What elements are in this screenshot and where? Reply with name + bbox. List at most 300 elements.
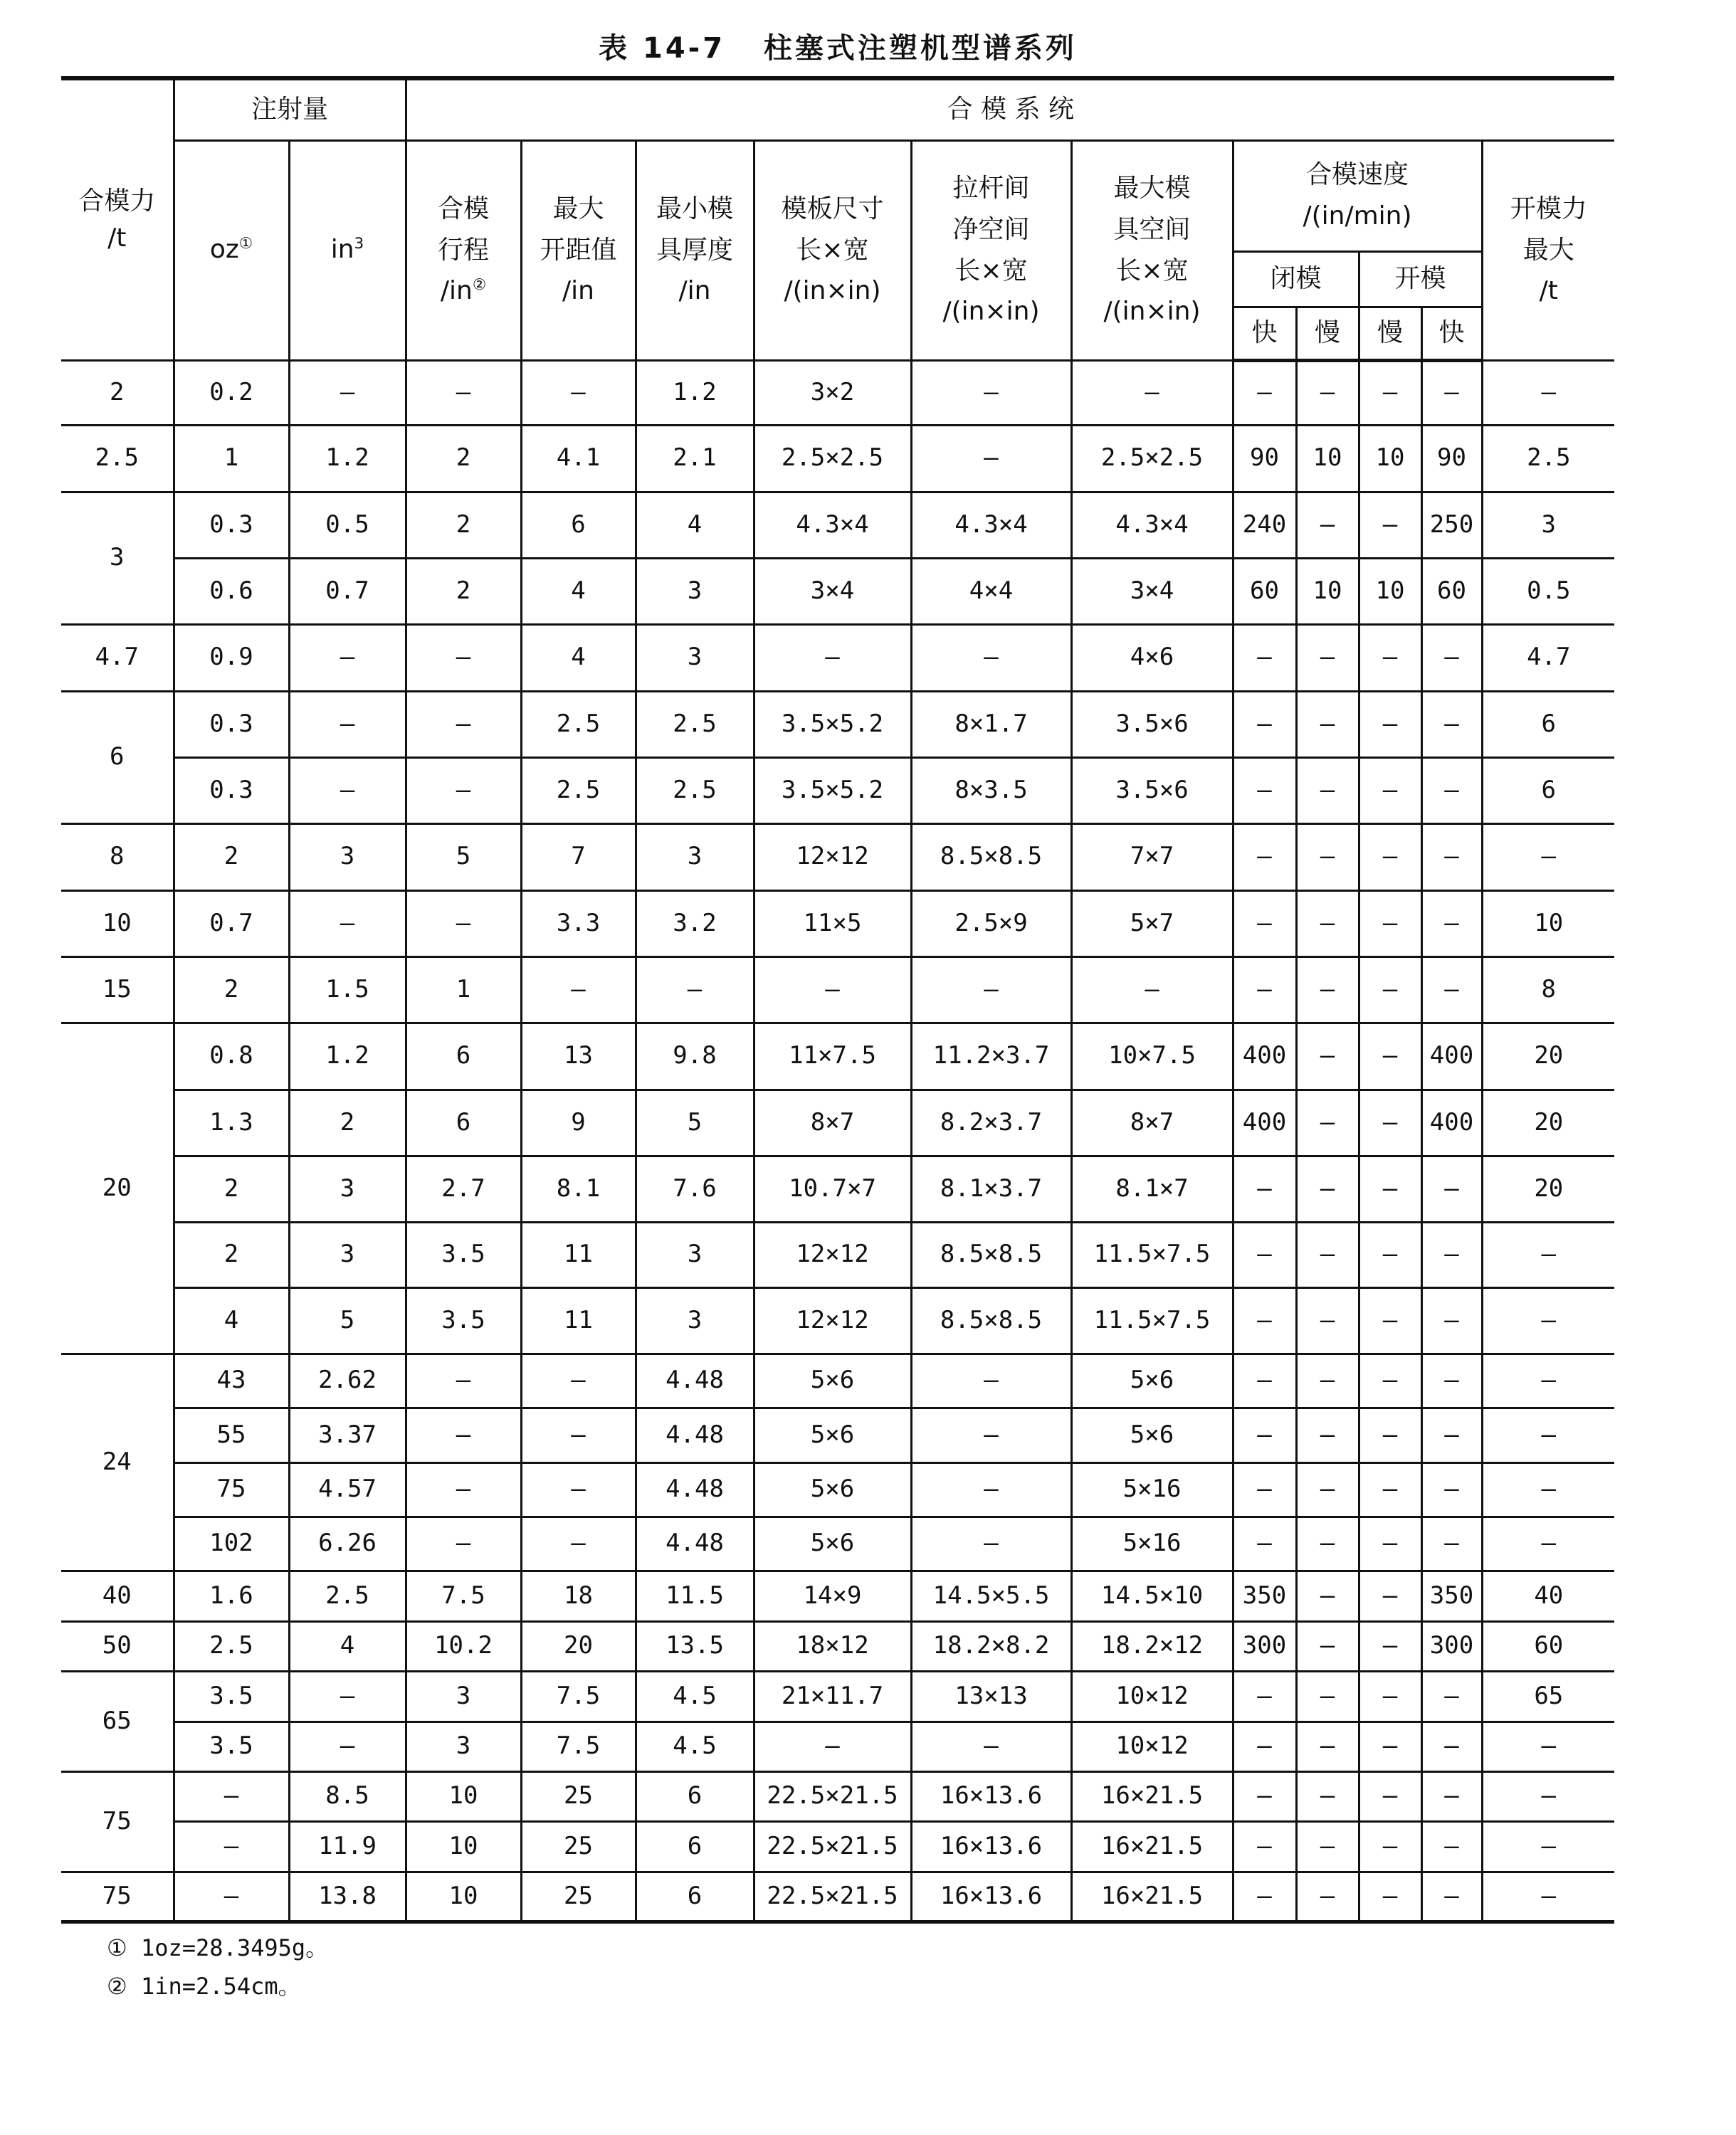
cell-oz: 2 — [174, 1156, 289, 1222]
cell-stroke: — — [406, 624, 521, 691]
cell-close-fast: — — [1233, 1287, 1296, 1354]
cell-open-fast: — — [1421, 1821, 1482, 1872]
cell-max-mold-space: 3×4 — [1071, 558, 1233, 624]
cell-open-fast: 60 — [1421, 558, 1482, 624]
cell-close-slow: — — [1296, 1156, 1359, 1222]
cell-max-open: 8.1 — [521, 1156, 636, 1222]
cell-platen: 5×6 — [754, 1462, 911, 1517]
cell-min-mold: 4.5 — [636, 1722, 754, 1771]
table-row — [61, 1517, 1614, 1571]
cell-platen: 5×6 — [754, 1517, 911, 1571]
cell-open-fast: 350 — [1421, 1571, 1482, 1621]
cell-oz: 0.3 — [174, 757, 289, 823]
cell-tiebar: — — [911, 1354, 1071, 1408]
cell-open-fast: 90 — [1421, 425, 1482, 492]
cell-close-fast: — — [1233, 1222, 1296, 1287]
cell-tiebar: 8.5×8.5 — [911, 823, 1071, 890]
table-title: 表 14-7 柱塞式注塑机型谱系列 — [599, 32, 1077, 65]
cell-stroke: 10.2 — [406, 1621, 521, 1671]
cell-close-fast: — — [1233, 823, 1296, 890]
cell-tiebar: — — [911, 1722, 1071, 1771]
cell-stroke: 6 — [406, 1090, 521, 1156]
header-open-force: 开模力 最大 /t — [1482, 140, 1614, 360]
cell-min-mold: 7.6 — [636, 1156, 754, 1222]
cell-open-force: 40 — [1482, 1571, 1614, 1621]
cell-clamp-force: 24 — [61, 1354, 174, 1571]
cell-close-fast: — — [1233, 1354, 1296, 1408]
cell-max-mold-space: 10×7.5 — [1071, 1023, 1233, 1090]
table-row — [61, 558, 1614, 624]
table-row — [61, 956, 1614, 1023]
cell-max-mold-space: 4.3×4 — [1071, 492, 1233, 558]
cell-open-force: — — [1482, 1462, 1614, 1517]
cell-platen: 14×9 — [754, 1571, 911, 1621]
cell-oz: 43 — [174, 1354, 289, 1408]
table-row — [61, 1621, 1614, 1671]
cell-in3: 1.2 — [289, 425, 406, 492]
cell-open-force: — — [1482, 1408, 1614, 1462]
footnote-ref-1: ① — [238, 235, 253, 253]
table-row — [61, 823, 1614, 890]
cell-open-slow: — — [1359, 1771, 1421, 1821]
cell-max-mold-space: 7×7 — [1071, 823, 1233, 890]
cell-min-mold: 4.48 — [636, 1517, 754, 1571]
cell-in3: 11.9 — [289, 1821, 406, 1872]
cell-open-slow: — — [1359, 360, 1421, 425]
cell-tiebar: 13×13 — [911, 1671, 1071, 1722]
header-min-mold-thickness: 最小模 具厚度 /in — [636, 140, 754, 360]
cell-close-fast: 400 — [1233, 1090, 1296, 1156]
cell-open-fast: — — [1421, 1671, 1482, 1722]
cell-min-mold: 3 — [636, 558, 754, 624]
cell-platen: 5×6 — [754, 1408, 911, 1462]
table-row — [61, 1408, 1614, 1462]
cell-oz: 1.3 — [174, 1090, 289, 1156]
cell-open-force: — — [1482, 360, 1614, 425]
header-close: 闭模 — [1233, 251, 1359, 307]
cell-open-slow: — — [1359, 492, 1421, 558]
cell-clamp-force: 65 — [61, 1671, 174, 1771]
cell-close-slow: — — [1296, 1517, 1359, 1571]
cell-close-slow: — — [1296, 757, 1359, 823]
cell-in3: 3 — [289, 1156, 406, 1222]
cell-in3: 0.7 — [289, 558, 406, 624]
cell-stroke: 2.7 — [406, 1156, 521, 1222]
cell-in3: — — [289, 1671, 406, 1722]
cell-min-mold: 4.48 — [636, 1462, 754, 1517]
cell-stroke: 5 — [406, 823, 521, 890]
cell-in3: 3.37 — [289, 1408, 406, 1462]
cell-open-force: 0.5 — [1482, 558, 1614, 624]
cell-oz: 102 — [174, 1517, 289, 1571]
cell-max-open: 18 — [521, 1571, 636, 1621]
cell-close-slow: — — [1296, 691, 1359, 757]
cell-open-force: — — [1482, 1771, 1614, 1821]
cell-in3: — — [289, 757, 406, 823]
cell-close-slow: — — [1296, 1872, 1359, 1922]
cell-max-open: 25 — [521, 1872, 636, 1922]
cell-stroke: 7.5 — [406, 1571, 521, 1621]
cell-close-fast: 60 — [1233, 558, 1296, 624]
header-max-open: 最大 开距值 /in — [521, 140, 636, 360]
cell-close-fast: — — [1233, 1671, 1296, 1722]
cell-tiebar: 8×1.7 — [911, 691, 1071, 757]
cell-max-mold-space: 8×7 — [1071, 1090, 1233, 1156]
cell-in3: — — [289, 890, 406, 956]
cell-close-slow: — — [1296, 1354, 1359, 1408]
cell-close-slow: — — [1296, 1621, 1359, 1671]
header-clamp-force: 合模力 /t — [61, 78, 174, 360]
cell-min-mold: 11.5 — [636, 1571, 754, 1621]
cell-platen: 22.5×21.5 — [754, 1821, 911, 1872]
cell-tiebar: — — [911, 360, 1071, 425]
cell-close-slow: — — [1296, 1090, 1359, 1156]
cell-platen: — — [754, 956, 911, 1023]
cell-close-fast: 300 — [1233, 1621, 1296, 1671]
cell-clamp-force: 10 — [61, 890, 174, 956]
cell-open-fast: 300 — [1421, 1621, 1482, 1671]
cell-max-mold-space: 3.5×6 — [1071, 691, 1233, 757]
cell-open-fast: — — [1421, 624, 1482, 691]
cell-platen: 21×11.7 — [754, 1671, 911, 1722]
header-clamp-system: 合 模 系 统 — [406, 78, 1614, 140]
cell-open-force: 2.5 — [1482, 425, 1614, 492]
cell-open-slow: — — [1359, 823, 1421, 890]
cell-close-fast: — — [1233, 1156, 1296, 1222]
cell-platen: 3×4 — [754, 558, 911, 624]
cell-close-fast: — — [1233, 1462, 1296, 1517]
cell-open-force: — — [1482, 1517, 1614, 1571]
cell-max-mold-space: 5×6 — [1071, 1354, 1233, 1408]
cell-platen: 12×12 — [754, 1222, 911, 1287]
cell-min-mold: 3 — [636, 1287, 754, 1354]
cell-tiebar: 16×13.6 — [911, 1821, 1071, 1872]
cell-stroke: 6 — [406, 1023, 521, 1090]
cell-max-mold-space: 11.5×7.5 — [1071, 1287, 1233, 1354]
cell-platen: 11×5 — [754, 890, 911, 956]
cell-stroke: — — [406, 757, 521, 823]
cell-tiebar: 16×13.6 — [911, 1771, 1071, 1821]
cell-close-slow: — — [1296, 1462, 1359, 1517]
table-row — [61, 1287, 1614, 1354]
cell-open-fast: 400 — [1421, 1023, 1482, 1090]
cell-open-slow: — — [1359, 1722, 1421, 1771]
cell-open-force: 60 — [1482, 1621, 1614, 1671]
cell-open-slow: — — [1359, 1671, 1421, 1722]
cell-close-slow: — — [1296, 823, 1359, 890]
cell-close-slow: — — [1296, 1408, 1359, 1462]
cell-oz: 0.9 — [174, 624, 289, 691]
cell-oz: 3.5 — [174, 1722, 289, 1771]
cell-stroke: 10 — [406, 1771, 521, 1821]
cell-in3: 1.5 — [289, 956, 406, 1023]
cell-max-open: — — [521, 1462, 636, 1517]
cell-open-slow: — — [1359, 1354, 1421, 1408]
cell-stroke: — — [406, 1462, 521, 1517]
cell-platen: 4.3×4 — [754, 492, 911, 558]
cell-open-slow: — — [1359, 1821, 1421, 1872]
cell-min-mold: 4.48 — [636, 1408, 754, 1462]
cell-open-slow: — — [1359, 1462, 1421, 1517]
cell-platen: 10.7×7 — [754, 1156, 911, 1222]
cell-min-mold: 5 — [636, 1090, 754, 1156]
cell-oz: 0.6 — [174, 558, 289, 624]
table-row — [61, 1156, 1614, 1222]
cell-open-fast: — — [1421, 1156, 1482, 1222]
cell-platen: 8×7 — [754, 1090, 911, 1156]
cell-in3: — — [289, 1722, 406, 1771]
cell-open-fast: — — [1421, 1354, 1482, 1408]
cell-in3: 2 — [289, 1090, 406, 1156]
cell-oz: 2 — [174, 956, 289, 1023]
cell-max-mold-space: — — [1071, 956, 1233, 1023]
header-injection-volume: 注射量 — [174, 78, 406, 140]
cell-stroke: 2 — [406, 558, 521, 624]
cell-stroke: 3 — [406, 1671, 521, 1722]
cell-clamp-force: 20 — [61, 1023, 174, 1354]
cell-close-fast: — — [1233, 890, 1296, 956]
cell-open-slow: — — [1359, 1090, 1421, 1156]
cell-close-slow: — — [1296, 1222, 1359, 1287]
cell-platen: 2.5×2.5 — [754, 425, 911, 492]
cell-close-slow: — — [1296, 1287, 1359, 1354]
table-row — [61, 1722, 1614, 1771]
cell-max-open: 2.5 — [521, 757, 636, 823]
header-tiebar-space: 拉杆间 净空间 长×宽 /(in×in) — [911, 140, 1071, 360]
cell-max-open: 25 — [521, 1771, 636, 1821]
cell-open-force: 8 — [1482, 956, 1614, 1023]
cell-max-mold-space: 3.5×6 — [1071, 757, 1233, 823]
table-row — [61, 360, 1614, 425]
cell-in3: — — [289, 691, 406, 757]
cell-max-open: 11 — [521, 1222, 636, 1287]
cell-open-slow: — — [1359, 890, 1421, 956]
cell-tiebar: — — [911, 1462, 1071, 1517]
cell-min-mold: 13.5 — [636, 1621, 754, 1671]
cell-open-slow: — — [1359, 624, 1421, 691]
table-row — [61, 1023, 1614, 1090]
cell-tiebar: 18.2×8.2 — [911, 1621, 1071, 1671]
cell-max-mold-space: 16×21.5 — [1071, 1872, 1233, 1922]
table-body — [61, 360, 1614, 1922]
cell-tiebar: 8.5×8.5 — [911, 1222, 1071, 1287]
cell-oz: 0.3 — [174, 492, 289, 558]
cell-clamp-force: 50 — [61, 1621, 174, 1671]
cell-clamp-force: 6 — [61, 691, 174, 823]
cell-open-force: — — [1482, 823, 1614, 890]
cell-max-mold-space: 8.1×7 — [1071, 1156, 1233, 1222]
cell-min-mold: 4 — [636, 492, 754, 558]
table-row — [61, 1571, 1614, 1621]
cell-in3: 4.57 — [289, 1462, 406, 1517]
cell-stroke: — — [406, 890, 521, 956]
cell-clamp-force: 2.5 — [61, 425, 174, 492]
cell-open-force: — — [1482, 1354, 1614, 1408]
cell-close-fast: — — [1233, 691, 1296, 757]
cell-tiebar: 8.5×8.5 — [911, 1287, 1071, 1354]
table-row — [61, 1821, 1614, 1872]
footnotes — [107, 1929, 328, 2005]
header-stroke-label: 合模 行程 /in — [438, 194, 490, 306]
cell-open-fast: — — [1421, 757, 1482, 823]
cell-max-open: 11 — [521, 1287, 636, 1354]
header-open-slow: 慢 — [1359, 307, 1421, 360]
injection-machine-spec-table — [61, 76, 1614, 1924]
cell-oz: — — [174, 1821, 289, 1872]
cell-tiebar: — — [911, 425, 1071, 492]
cell-open-force: 20 — [1482, 1156, 1614, 1222]
header-stroke — [406, 140, 521, 360]
cell-open-force: — — [1482, 1872, 1614, 1922]
cell-close-fast: — — [1233, 956, 1296, 1023]
table-row — [61, 890, 1614, 956]
cell-open-slow: — — [1359, 757, 1421, 823]
table-row — [61, 1222, 1614, 1287]
cell-clamp-force: 2 — [61, 360, 174, 425]
cell-clamp-force: 8 — [61, 823, 174, 890]
cell-stroke: 2 — [406, 492, 521, 558]
cell-open-fast: — — [1421, 890, 1482, 956]
table-row — [61, 1354, 1614, 1408]
cell-open-fast: — — [1421, 360, 1482, 425]
cell-open-force: 20 — [1482, 1090, 1614, 1156]
cell-oz: 0.3 — [174, 691, 289, 757]
cell-max-open: 20 — [521, 1621, 636, 1671]
cell-open-force: — — [1482, 1722, 1614, 1771]
cell-close-fast: — — [1233, 360, 1296, 425]
table-row — [61, 624, 1614, 691]
cell-oz: 2.5 — [174, 1621, 289, 1671]
cell-in3: 2.5 — [289, 1571, 406, 1621]
cell-min-mold: 3 — [636, 624, 754, 691]
cell-close-fast: — — [1233, 1872, 1296, 1922]
cell-max-open: — — [521, 1408, 636, 1462]
cell-max-open: 7 — [521, 823, 636, 890]
cell-platen: 3.5×5.2 — [754, 691, 911, 757]
cell-oz: 3.5 — [174, 1671, 289, 1722]
cell-max-open: 4.1 — [521, 425, 636, 492]
cell-oz: 1 — [174, 425, 289, 492]
table-row — [61, 757, 1614, 823]
cell-open-force: 65 — [1482, 1671, 1614, 1722]
cell-open-force: — — [1482, 1821, 1614, 1872]
cell-stroke: 1 — [406, 956, 521, 1023]
cell-stroke: 2 — [406, 425, 521, 492]
cell-stroke: 10 — [406, 1872, 521, 1922]
cell-min-mold: 6 — [636, 1771, 754, 1821]
cell-open-slow: — — [1359, 1621, 1421, 1671]
cell-in3: 6.26 — [289, 1517, 406, 1571]
footnote-ref-2: ② — [472, 276, 487, 295]
cell-platen: 5×6 — [754, 1354, 911, 1408]
header-close-fast: 快 — [1233, 307, 1296, 360]
cell-oz: 0.2 — [174, 360, 289, 425]
cell-max-mold-space: 5×16 — [1071, 1462, 1233, 1517]
footnote-1: ① 1oz=28.3495g。 — [107, 1934, 329, 1961]
cell-max-open: — — [521, 360, 636, 425]
cell-close-fast: — — [1233, 757, 1296, 823]
table-row — [61, 1462, 1614, 1517]
cell-tiebar: 8.1×3.7 — [911, 1156, 1071, 1222]
cell-in3: 3 — [289, 1222, 406, 1287]
cell-in3: 4 — [289, 1621, 406, 1671]
cell-tiebar: 11.2×3.7 — [911, 1023, 1071, 1090]
table-row — [61, 1771, 1614, 1821]
cell-open-slow: 10 — [1359, 558, 1421, 624]
cell-close-slow: — — [1296, 1821, 1359, 1872]
cell-stroke: — — [406, 360, 521, 425]
header-open: 开模 — [1359, 251, 1482, 307]
cell-clamp-force: 40 — [61, 1571, 174, 1621]
cell-tiebar: — — [911, 956, 1071, 1023]
header-close-slow: 慢 — [1296, 307, 1359, 360]
cell-max-open: 13 — [521, 1023, 636, 1090]
cell-open-fast: — — [1421, 1722, 1482, 1771]
header-platen-size: 模板尺寸 长×宽 /(in×in) — [754, 140, 911, 360]
cell-min-mold: 4.5 — [636, 1671, 754, 1722]
cell-open-slow: — — [1359, 1517, 1421, 1571]
cell-min-mold: 2.5 — [636, 757, 754, 823]
cell-close-fast: — — [1233, 624, 1296, 691]
cell-min-mold: 1.2 — [636, 360, 754, 425]
cell-stroke: — — [406, 1517, 521, 1571]
header-in3-label: in — [330, 235, 354, 265]
cell-max-open: — — [521, 1354, 636, 1408]
cell-oz: 2 — [174, 1222, 289, 1287]
cell-open-slow: — — [1359, 956, 1421, 1023]
cell-tiebar: 4×4 — [911, 558, 1071, 624]
cell-oz: 55 — [174, 1408, 289, 1462]
cell-in3: 2.62 — [289, 1354, 406, 1408]
cell-platen: 22.5×21.5 — [754, 1771, 911, 1821]
cell-open-force: 4.7 — [1482, 624, 1614, 691]
cell-close-slow: 10 — [1296, 425, 1359, 492]
cell-open-force: 6 — [1482, 691, 1614, 757]
cell-tiebar: 4.3×4 — [911, 492, 1071, 558]
cell-open-fast: 400 — [1421, 1090, 1482, 1156]
cell-open-slow: — — [1359, 1222, 1421, 1287]
cell-platen: — — [754, 1722, 911, 1771]
cell-close-slow: — — [1296, 492, 1359, 558]
cell-open-fast: — — [1421, 1287, 1482, 1354]
cell-oz: 75 — [174, 1462, 289, 1517]
cell-platen: 11×7.5 — [754, 1023, 911, 1090]
cell-min-mold: 6 — [636, 1872, 754, 1922]
cell-max-mold-space: 4×6 — [1071, 624, 1233, 691]
cell-min-mold: — — [636, 956, 754, 1023]
cell-max-open: — — [521, 1517, 636, 1571]
cell-close-fast: — — [1233, 1408, 1296, 1462]
cell-close-fast: 90 — [1233, 425, 1296, 492]
cell-close-fast: 240 — [1233, 492, 1296, 558]
cell-platen: 12×12 — [754, 1287, 911, 1354]
cell-open-fast: — — [1421, 691, 1482, 757]
cell-max-open: — — [521, 956, 636, 1023]
table-row — [61, 492, 1614, 558]
cell-open-fast: — — [1421, 956, 1482, 1023]
cell-clamp-force: 4.7 — [61, 624, 174, 691]
cell-tiebar: — — [911, 1408, 1071, 1462]
cell-close-fast: — — [1233, 1821, 1296, 1872]
cell-max-mold-space: 5×7 — [1071, 890, 1233, 956]
cell-in3: 1.2 — [289, 1023, 406, 1090]
table-row — [61, 1090, 1614, 1156]
table-row — [61, 1872, 1614, 1922]
cell-close-slow: — — [1296, 360, 1359, 425]
cell-in3: — — [289, 360, 406, 425]
cell-close-slow: — — [1296, 1771, 1359, 1821]
cell-min-mold: 3.2 — [636, 890, 754, 956]
